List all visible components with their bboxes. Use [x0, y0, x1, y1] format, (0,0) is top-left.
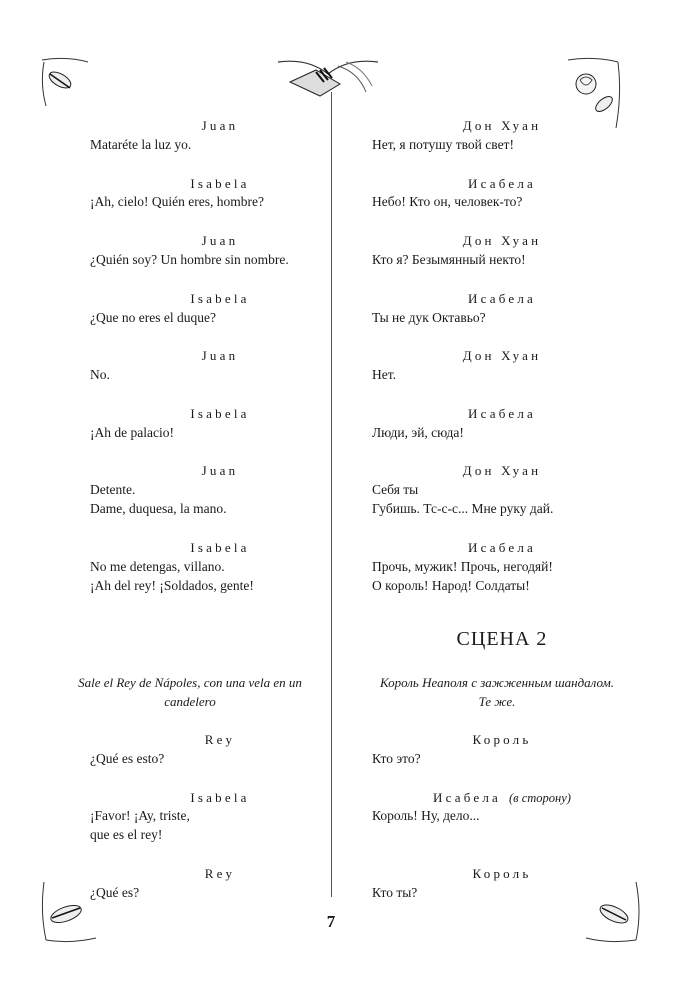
dialogue-line: ¿Que no eres el duque? [90, 310, 216, 325]
dialogue-line: ¿Qué es? [90, 885, 140, 900]
speaker-name: Король [472, 866, 532, 881]
dialogue-line: No. [90, 367, 110, 382]
aside-direction: (в сторону) [509, 791, 571, 805]
speaker-name: Исабела [468, 176, 536, 191]
dialogue-line: Dame, duquesa, la mano. [90, 501, 227, 516]
dialogue-line: Кто ты? [372, 885, 418, 900]
dialogue-line: О король! Народ! Солдаты! [372, 578, 530, 593]
scene-title: СЦЕНА 2 [456, 628, 548, 650]
speaker-name: Juan [201, 348, 239, 363]
dialogue-line: ¡Ah de palacio! [90, 425, 174, 440]
stage-direction-ru [352, 673, 642, 711]
speaker-with-aside [372, 790, 632, 806]
speaker-name: Isabela [190, 291, 250, 306]
speaker-name: Juan [201, 463, 239, 478]
dialogue-line: Прочь, мужик! Прочь, негодяй! [372, 559, 553, 574]
dialogue-line: Губишь. Тс-с-с... Мне руку дай. [372, 501, 554, 516]
dialogue-line: Detente. [90, 482, 136, 497]
speaker-name: Isabela [190, 540, 250, 555]
dialogue-line: Нет. [372, 367, 397, 382]
top-center-ornament [268, 52, 388, 100]
speaker-name: Дон Хуан [462, 233, 542, 248]
stage-direction-line: Sale el Rey de Nápoles, con una vela en un [78, 675, 302, 690]
stage-direction-line: Те же. [478, 694, 516, 709]
speaker-name: Isabela [190, 790, 250, 805]
dialogue-line: que es el rey! [90, 827, 163, 842]
top-left-ornament [36, 54, 96, 112]
stage-direction-line: candelero [164, 694, 216, 709]
dialogue-line: ¿Quién soy? Un hombre sin nombre. [90, 252, 289, 267]
dialogue-line: Кто я? Безымянный некто! [372, 252, 526, 267]
speaker-name: Isabela [190, 176, 250, 191]
speaker-name: Исабела [433, 790, 501, 805]
dialogue-line: Mataréte la luz yo. [90, 137, 192, 152]
speaker-name: Juan [201, 118, 239, 133]
page-number: 7 [326, 912, 336, 931]
speaker-name: Juan [201, 233, 239, 248]
dialogue-line: ¡Ah, cielo! Quién eres, hombre? [90, 194, 264, 209]
speaker-name: Исабела [468, 540, 536, 555]
speaker-name: Дон Хуан [462, 348, 542, 363]
dialogue-line: Люди, эй, сюда! [372, 425, 464, 440]
dialogue-line: ¡Favor! ¡Ay, triste, [90, 808, 190, 823]
speaker-name: Король [472, 732, 532, 747]
stage-direction-es [70, 673, 310, 711]
dialogue-line: Небо! Кто он, человек-то? [372, 194, 523, 209]
speaker-name: Дон Хуан [462, 118, 542, 133]
dialogue-line: Король! Ну, дело... [372, 808, 480, 823]
dialogue-line: ¡Ah del rey! ¡Soldados, gente! [90, 578, 254, 593]
speaker-name: Isabela [190, 406, 250, 421]
speaker-name: Rey [204, 866, 236, 881]
dialogue-line: Нет, я потушу твой свет! [372, 137, 514, 152]
dialogue-line: Кто это? [372, 751, 421, 766]
speaker-name: Исабела [468, 406, 536, 421]
speaker-name: Дон Хуан [462, 463, 542, 478]
dialogue-line: Ты не дук Октавьо? [372, 310, 486, 325]
dialogue-line: Себя ты [372, 482, 419, 497]
speaker-name: Rey [204, 732, 236, 747]
dialogue-line: ¿Qué es esto? [90, 751, 165, 766]
dialogue-line: No me detengas, villano. [90, 559, 225, 574]
speaker-name: Исабела [468, 291, 536, 306]
stage-direction-line: Король Неаполя с зажженным шандалом. [379, 675, 615, 690]
